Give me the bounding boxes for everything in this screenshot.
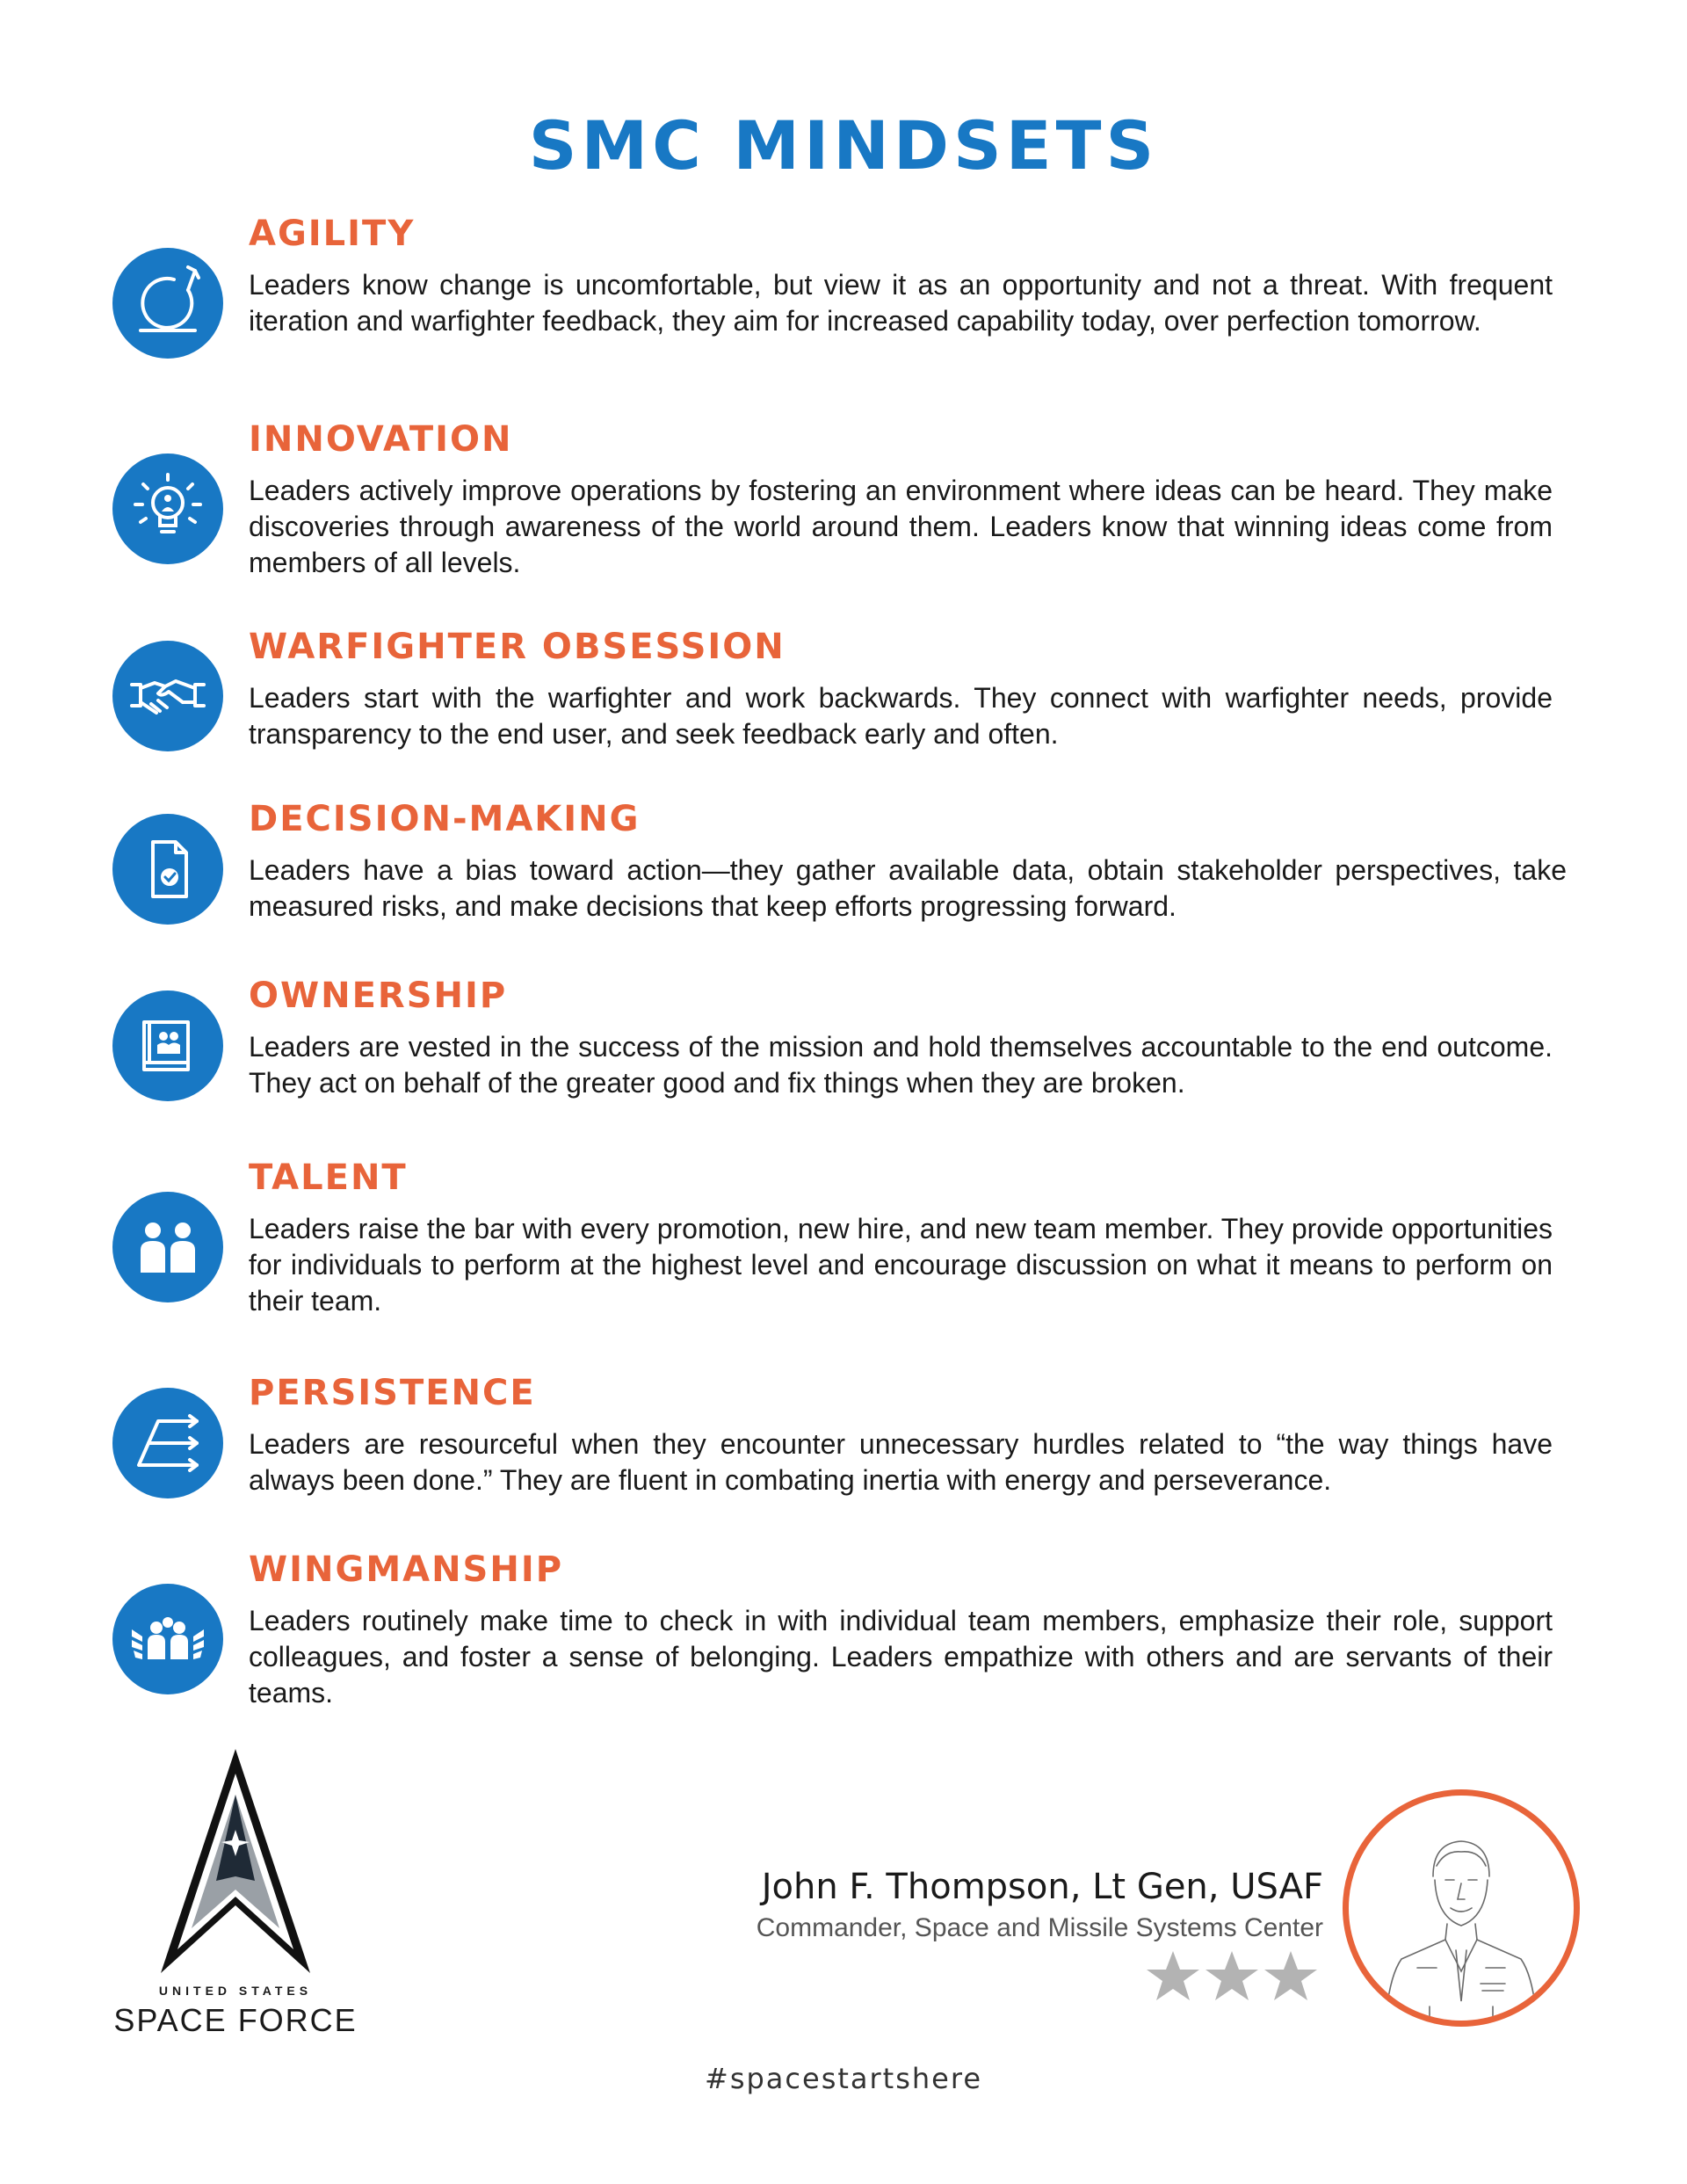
signatory-role: Commander, Space and Missile Systems Center bbox=[756, 1913, 1323, 1942]
logo-text-space-force: SPACE FORCE bbox=[113, 2002, 358, 2038]
section-body: Leaders know change is uncomfortable, but view it as an opportunity and not a threat. With frequent iteration and warfighter feedback, they aim for increased capability today, over perfection tomorrow. bbox=[249, 269, 1553, 337]
lightbulb-icon bbox=[112, 453, 223, 564]
section-body: Leaders start with the warfighter and work backwards. They connect with warfighter needs, provide transparency to the end user, and seek feedback early and often. bbox=[249, 682, 1553, 750]
section-body: Leaders are vested in the success of the mission and hold themselves accountable to the end outcome. They act on behalf of the greater good and fix things when they are broken. bbox=[249, 1031, 1553, 1099]
document-check-icon bbox=[112, 814, 223, 925]
logo-text-united-states: UNITED STATES bbox=[158, 1984, 313, 1998]
rank-stars-icon bbox=[1144, 1948, 1320, 2006]
section-body: Leaders routinely make time to check in with individual team members, emphasize their role, support colleagues, and foster a sense of belonging. Leaders empathize with others and are servants of their teams. bbox=[249, 1605, 1553, 1709]
section-heading: INNOVATION bbox=[249, 419, 513, 460]
section-heading: WARFIGHTER OBSESSION bbox=[249, 627, 786, 667]
star-icon bbox=[1147, 1951, 1199, 2000]
section-heading: OWNERSHIP bbox=[249, 976, 508, 1016]
team-wings-icon bbox=[112, 1584, 223, 1694]
section-body: Leaders actively improve operations by fostering an environment where ideas can be heard. They make discoveries through awareness of the world around them. Leaders know that winning ideas come from members of all levels. bbox=[249, 475, 1553, 578]
page-title: SMC MINDSETS bbox=[528, 106, 1159, 185]
star-icon bbox=[1264, 1951, 1317, 2000]
star-icon bbox=[1206, 1951, 1258, 2000]
ownership-book-icon bbox=[112, 990, 223, 1101]
section-heading: PERSISTENCE bbox=[249, 1373, 536, 1413]
hashtag: #spacestartshere bbox=[705, 2062, 982, 2095]
persistence-arrows-icon bbox=[112, 1388, 223, 1498]
section-body: Leaders have a bias toward action—they gather available data, obtain stakeholder perspectives, take measured risks, and make decisions that keep efforts progressing forward. bbox=[249, 854, 1567, 922]
section-heading: WINGMANSHIP bbox=[249, 1549, 564, 1590]
section-body: Leaders raise the bar with every promotion, new hire, and new team member. They provide opportunities for individuals to perform at the highest level and encourage discussion on what it means to perform on their team. bbox=[249, 1213, 1553, 1317]
section-body: Leaders are resourceful when they encounter unnecessary hurdles related to “the way things have always been done.” They are fluent in combating inertia with energy and perseverance. bbox=[249, 1428, 1553, 1496]
section-heading: AGILITY bbox=[249, 214, 416, 254]
signatory-name: John F. Thompson, Lt Gen, USAF bbox=[761, 1867, 1323, 1907]
commander-portrait bbox=[1343, 1789, 1580, 2027]
handshake-icon bbox=[112, 641, 223, 751]
agility-cycle-icon bbox=[112, 248, 223, 359]
two-people-icon bbox=[112, 1192, 223, 1302]
section-heading: DECISION-MAKING bbox=[249, 799, 641, 839]
section-heading: TALENT bbox=[249, 1157, 408, 1198]
